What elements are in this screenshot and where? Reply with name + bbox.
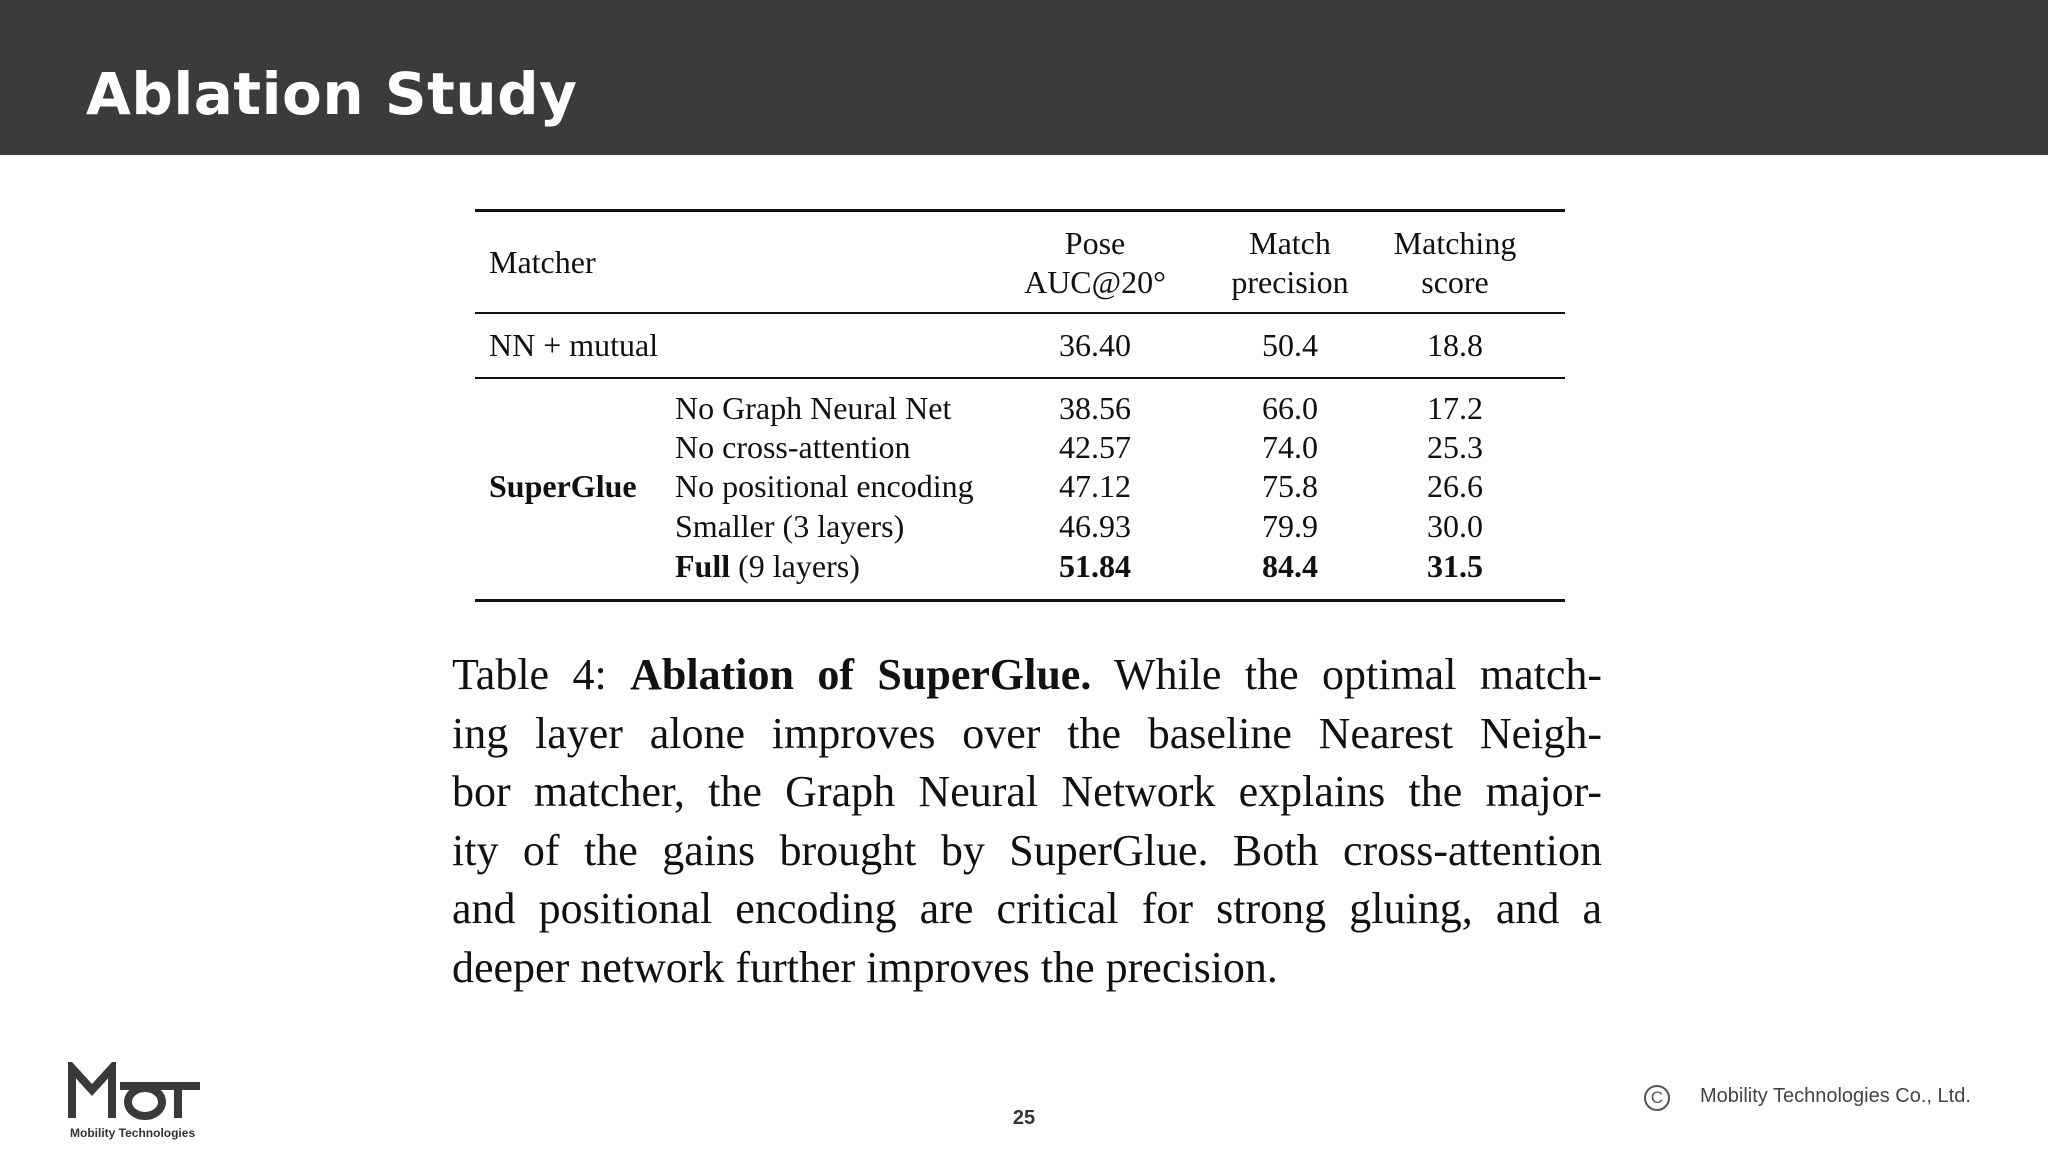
header-score-line1: Matching	[1393, 225, 1517, 261]
cell-pose: 38.56	[1059, 390, 1131, 426]
copyright-icon: C	[1644, 1085, 1670, 1111]
group-label-superglue: SuperGlue	[489, 468, 637, 504]
row-label: No positional encoding	[675, 468, 974, 504]
caption-line	[452, 646, 1602, 705]
table-header-rule	[475, 312, 1565, 314]
cell-score: 26.6	[1427, 468, 1483, 504]
cell-pose: 46.93	[1059, 508, 1131, 544]
ablation-table	[475, 209, 1565, 602]
row-label: Smaller (3 layers)	[675, 508, 905, 544]
slide-title: Ablation Study	[86, 60, 578, 128]
row-label-bold: Full	[675, 548, 731, 584]
cell-score: 18.8	[1427, 327, 1483, 363]
caption-line: bor matcher, the Graph Neural Network explains the major-	[452, 767, 1602, 816]
page-number: 25	[1012, 1107, 1036, 1129]
cell-precision: 84.4	[1262, 548, 1318, 584]
cell-precision: 66.0	[1262, 390, 1318, 426]
caption-line: deeper network further improves the precision.	[452, 942, 1278, 992]
cell-pose: 47.12	[1059, 468, 1131, 504]
row-label-rest: (9 layers)	[738, 548, 860, 584]
slide-header	[0, 0, 2048, 155]
row-label: No cross-attention	[675, 429, 911, 465]
company-logo	[68, 1062, 204, 1127]
table-caption	[452, 646, 1602, 997]
header-score-line2: score	[1421, 264, 1489, 300]
mot-logo-icon	[68, 1062, 204, 1122]
cell-precision: 75.8	[1262, 468, 1318, 504]
caption-line: and positional encoding are critical for strong gluing, and a	[452, 884, 1602, 933]
cell-pose: 42.57	[1059, 429, 1131, 465]
caption-lead: Table 4:	[452, 650, 631, 699]
header-precision-line2: precision	[1231, 264, 1349, 300]
header-precision-line1: Match	[1249, 225, 1331, 261]
header-matcher: Matcher	[489, 244, 596, 280]
logo-subtitle: Mobility Technologies	[70, 1126, 196, 1140]
header-pose-line2: AUC@20°	[1024, 264, 1166, 300]
caption-line: ing layer alone improves over the baseline Nearest Neigh-	[452, 708, 1602, 758]
cell-pose: 51.84	[1059, 548, 1131, 584]
cell-pose: 36.40	[1059, 327, 1131, 363]
cell-precision: 74.0	[1262, 429, 1318, 465]
table-baseline-rule	[475, 377, 1565, 379]
cell-score: 31.5	[1427, 548, 1483, 584]
cell-score: 25.3	[1427, 429, 1483, 465]
caption-rest: While the optimal match-	[1091, 650, 1602, 699]
cell-precision: 79.9	[1262, 508, 1318, 544]
header-pose-line1: Pose	[1064, 225, 1126, 261]
cell-score: 17.2	[1427, 390, 1483, 426]
row-label	[675, 547, 860, 585]
cell-precision: 50.4	[1262, 327, 1318, 363]
row-label: No Graph Neural Net	[675, 390, 952, 426]
table-top-rule	[475, 209, 1565, 212]
caption-line: ity of the gains brought by SuperGlue. Both cross-attention	[452, 825, 1602, 875]
copyright-text: Mobility Technologies Co., Ltd.	[1700, 1085, 1971, 1107]
caption-bold: Ablation of SuperGlue.	[630, 650, 1092, 699]
table-bottom-rule	[475, 599, 1565, 602]
cell-score: 30.0	[1427, 508, 1483, 544]
row-label: NN + mutual	[489, 327, 659, 363]
